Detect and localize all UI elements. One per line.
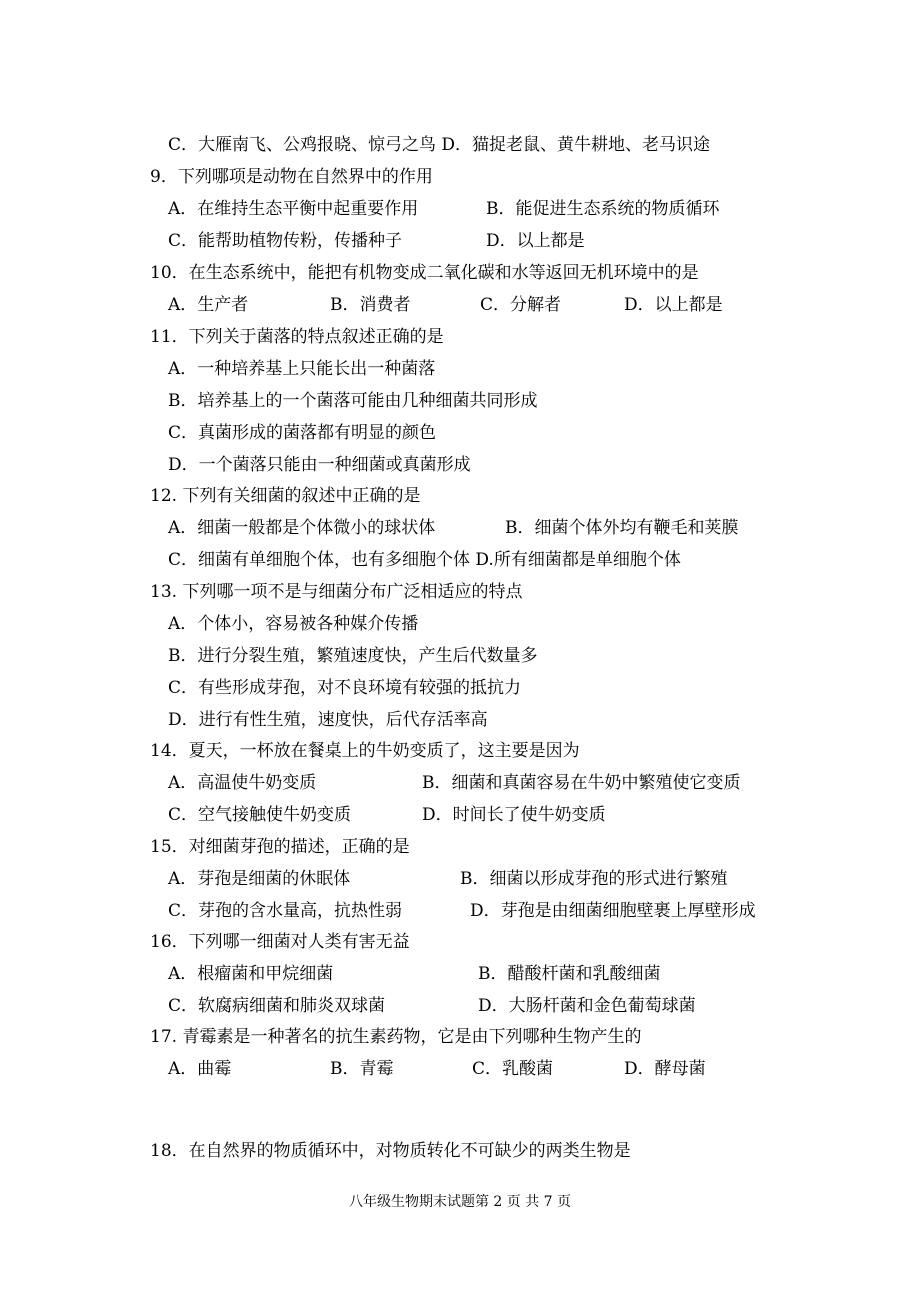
- option-10a: A．生产者: [168, 295, 249, 315]
- option-12b: B．细菌个体外均有鞭毛和荚膜: [505, 518, 739, 538]
- option-17b: B．青霉: [330, 1059, 394, 1079]
- question-9: 9．下列哪项是动物在自然界中的作用: [150, 167, 433, 187]
- option-14d: D．时间长了使牛奶变质: [422, 805, 606, 825]
- option-13c: C．有些形成芽孢，对不良环境有较强的抵抗力: [168, 678, 522, 698]
- option-10b: B．消费者: [330, 295, 411, 315]
- option-11a: A．一种培养基上只能长出一种菌落: [168, 359, 436, 379]
- option-13d: D．进行有性生殖，速度快，后代存活率高: [168, 710, 488, 730]
- option-17c: C．乳酸菌: [472, 1059, 554, 1079]
- option-17a: A．曲霉: [168, 1059, 232, 1079]
- option-13b: B．进行分裂生殖，繁殖速度快，产生后代数量多: [168, 646, 538, 666]
- option-line: C．大雁南飞、公鸡报晓、惊弓之鸟 D．猫捉老鼠、黄牛耕地、老马识途: [168, 135, 711, 155]
- option-15a: A．芽孢是细菌的休眠体: [168, 869, 351, 889]
- option-9d: D．以上都是: [486, 231, 585, 251]
- option-11c: C．真菌形成的菌落都有明显的颜色: [168, 423, 437, 443]
- option-12a: A．细菌一般都是个体微小的球状体: [168, 518, 436, 538]
- option-15b: B．细菌以形成芽孢的形式进行繁殖: [460, 869, 728, 889]
- option-14c: C．空气接触使牛奶变质: [168, 805, 352, 825]
- option-16b: B．醋酸杆菌和乳酸细菌: [478, 964, 661, 984]
- option-9b: B．能促进生态系统的物质循环: [486, 199, 720, 219]
- option-15d: D．芽孢是由细菌细胞壁裹上厚壁形成: [470, 901, 756, 921]
- option-16d: D．大肠杆菌和金色葡萄球菌: [478, 996, 696, 1016]
- question-13: 13. 下列哪一项不是与细菌分布广泛相适应的特点: [150, 582, 523, 602]
- option-11d: D．一个菌落只能由一种细菌或真菌形成: [168, 455, 471, 475]
- question-17: 17. 青霉素是一种著名的抗生素药物，它是由下列哪种生物产生的: [150, 1027, 642, 1047]
- option-17d: D．酵母菌: [624, 1059, 706, 1079]
- page-footer: 八年级生物期末试题第 2 页 共 7 页: [348, 1194, 572, 1210]
- question-11: 11．下列关于菌落的特点叙述正确的是: [150, 327, 444, 347]
- option-14a: A．高温使牛奶变质: [168, 773, 317, 793]
- option-16c: C．软腐病细菌和肺炎双球菌: [168, 996, 386, 1016]
- option-15c: C．芽孢的含水量高，抗热性弱: [168, 901, 403, 921]
- option-16a: A．根瘤菌和甲烷细菌: [168, 964, 334, 984]
- option-12cd: C．细菌有单细胞个体，也有多细胞个体 D.所有细菌都是单细胞个体: [168, 550, 681, 570]
- option-9a: A．在维持生态平衡中起重要作用: [168, 199, 419, 219]
- option-10d: D．以上都是: [624, 295, 723, 315]
- option-10c: C．分解者: [480, 295, 562, 315]
- question-10: 10．在生态系统中，能把有机物变成二氧化碳和水等返回无机环境中的是: [150, 263, 699, 283]
- option-11b: B．培养基上的一个菌落可能由几种细菌共同形成: [168, 391, 538, 411]
- question-16: 16．下列哪一细菌对人类有害无益: [150, 932, 410, 952]
- question-12: 12. 下列有关细菌的叙述中正确的是: [150, 486, 421, 506]
- option-13a: A．个体小，容易被各种媒介传播: [168, 614, 419, 634]
- option-9c: C．能帮助植物传粉，传播种子: [168, 231, 403, 251]
- question-15: 15．对细菌芽孢的描述，正确的是: [150, 837, 410, 857]
- question-18: 18．在自然界的物质循环中，对物质转化不可缺少的两类生物是: [150, 1141, 631, 1161]
- option-14b: B．细菌和真菌容易在牛奶中繁殖使它变质: [422, 773, 741, 793]
- question-14: 14．夏天，一杯放在餐桌上的牛奶变质了，这主要是因为: [150, 741, 580, 761]
